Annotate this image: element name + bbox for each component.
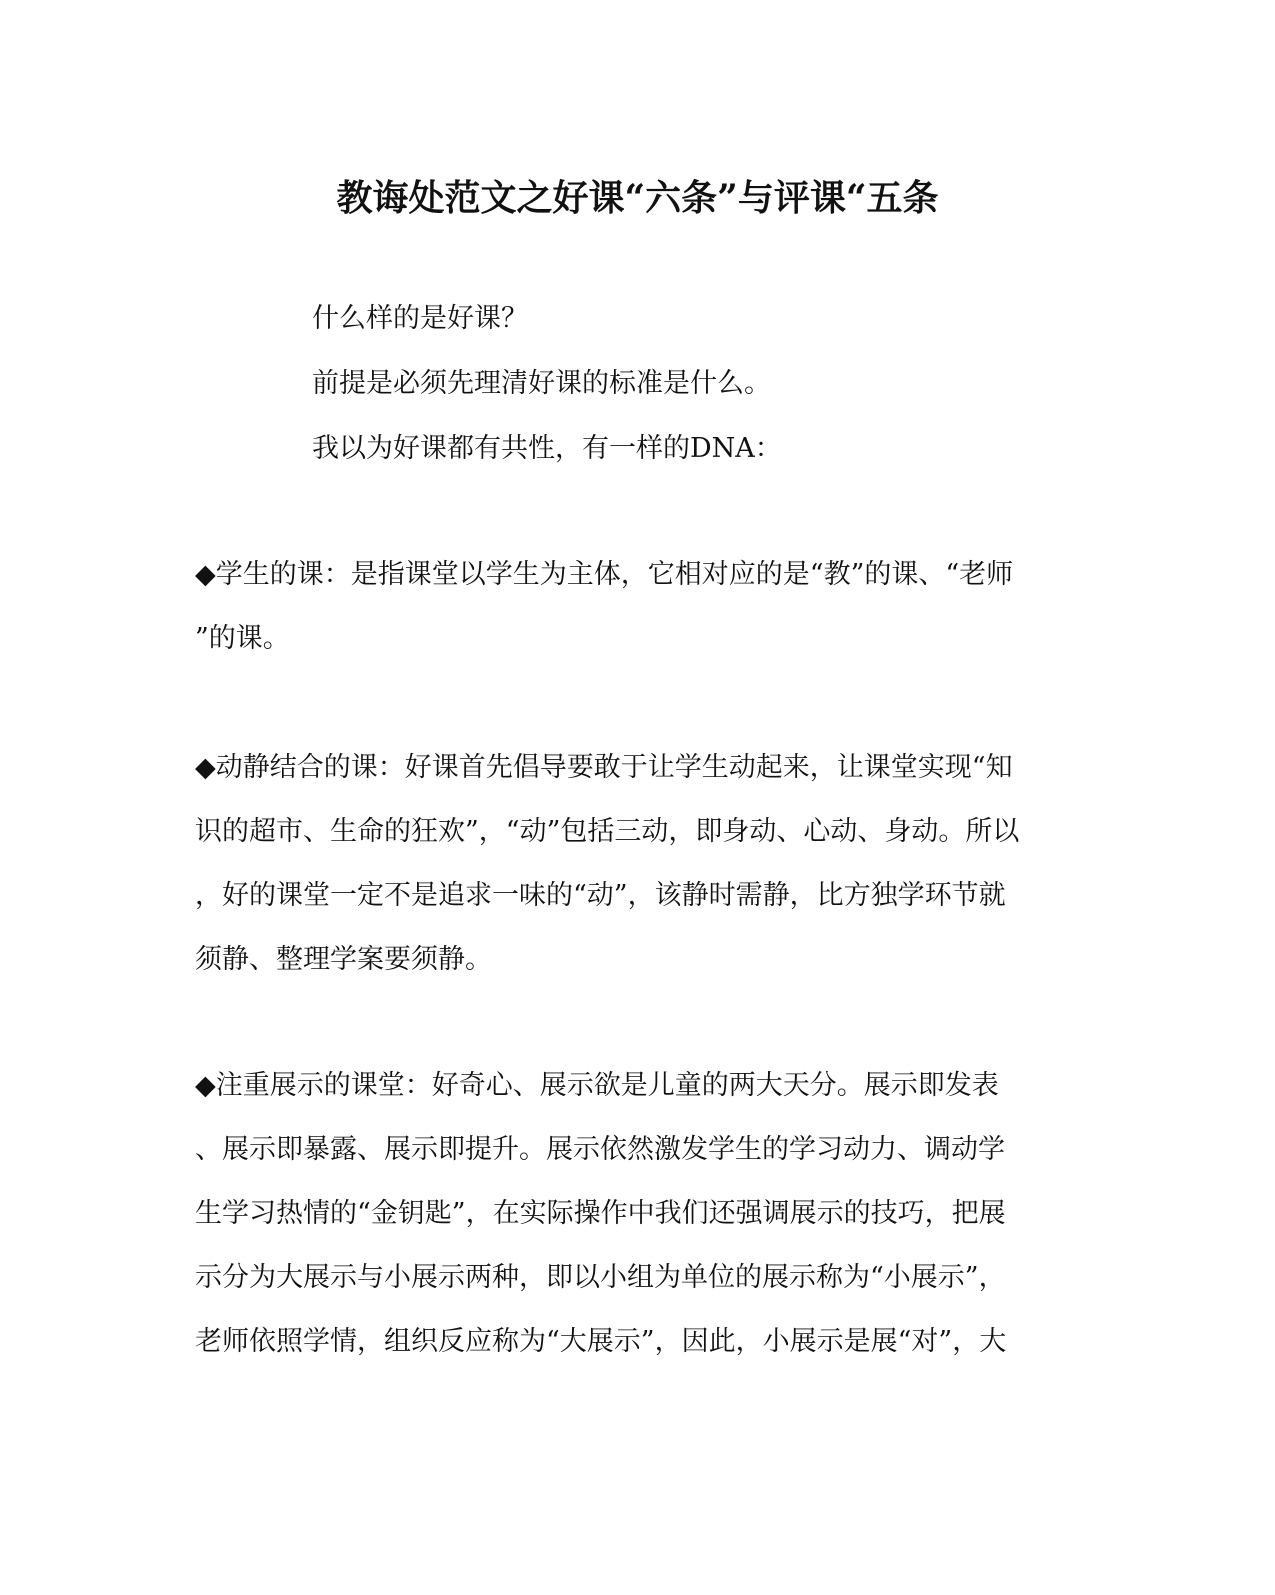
paragraph-line: ◆动静结合的课：好课首先倡导要敢于让学生动起来，让课堂实现“知: [195, 752, 1013, 783]
paragraph-line: ，好的课堂一定不是追求一味的“动”，该静时需静，比方独学环节就: [195, 880, 1006, 911]
intro-block: [312, 286, 1092, 481]
paragraph-showcase-lesson: [195, 1054, 1085, 1374]
paragraph-dynamic-static-lesson: [195, 736, 1085, 992]
paragraph-line: ◆注重展示的课堂：好奇心、展示欲是儿童的两大天分。展示即发表: [195, 1070, 999, 1101]
paragraph-line: 生学习热情的“金钥匙”，在实际操作中我们还强调展示的技巧，把展: [195, 1198, 1006, 1229]
paragraph-line: 须静、整理学案要须静。: [195, 944, 492, 975]
intro-line: 什么样的是好课？: [312, 303, 528, 334]
paragraph-line: 识的超市、生命的狂欢”，“动”包括三动，即身动、心动、身动。所以: [195, 816, 1020, 847]
intro-line: 前提是必须先理清好课的标准是什么。: [312, 368, 771, 399]
paragraph-line: ”的课。: [195, 623, 290, 654]
document-title: 教诲处范文之好课“六条”与评课“五条: [336, 177, 939, 219]
intro-line: 我以为好课都有共性，有一样的DNA：: [312, 433, 782, 464]
paragraph-line: 示分为大展示与小展示两种，即以小组为单位的展示称为“小展示”，: [195, 1262, 1006, 1293]
paragraph-line: ◆学生的课：是指课堂以学生为主体，它相对应的是“教”的课、“老师: [195, 559, 1014, 590]
paragraph-line: 老师依照学情，组织反应称为“大展示”，因此，小展示是展“对”，大: [195, 1326, 1007, 1357]
paragraph-line: 、展示即暴露、展示即提升。展示依然激发学生的学习动力、调动学: [195, 1134, 1005, 1165]
paragraph-student-lesson: [195, 543, 1085, 671]
